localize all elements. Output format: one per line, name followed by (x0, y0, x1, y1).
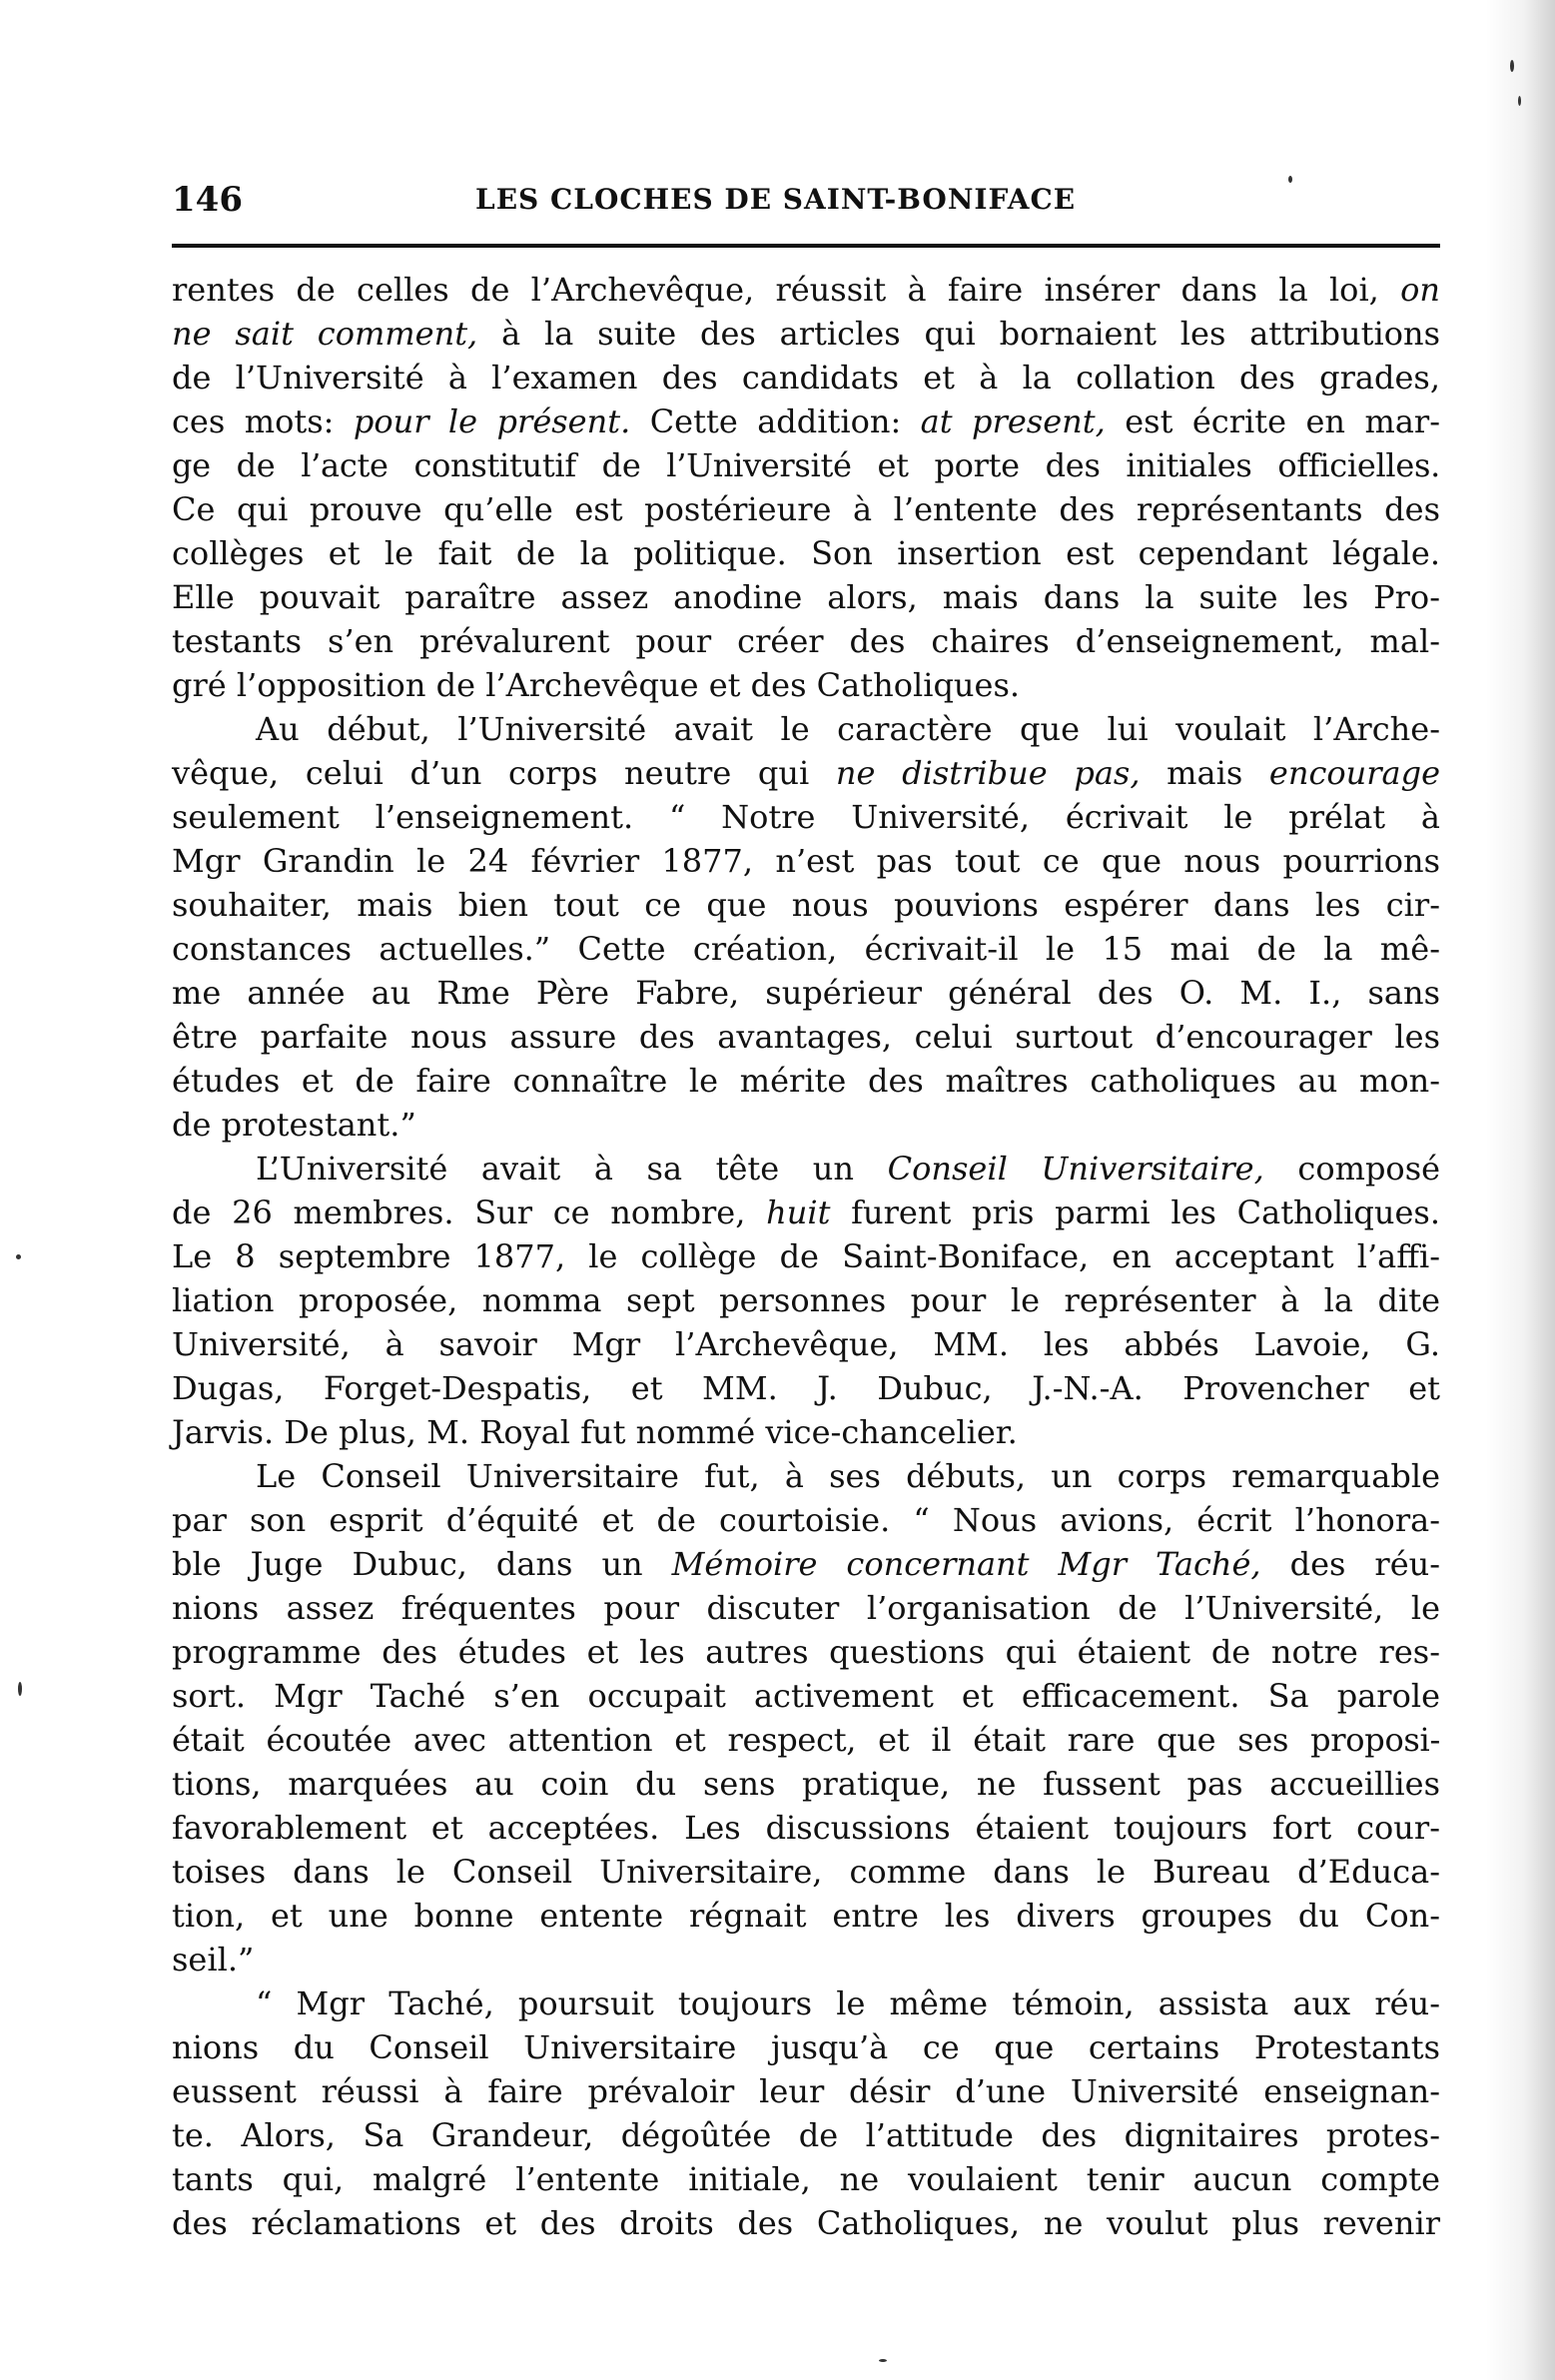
text-line: Elle pouvait paraître assez anodine alors, mais dans la suite les Pro- (172, 578, 1440, 616)
text-line: “ Mgr Taché, poursuit toujours le même témoin, assista aux réu- (256, 1984, 1440, 2022)
text-line: ble Juge Dubuc, dans un Mémoire concernant Mgr Taché, des réu- (172, 1545, 1441, 1583)
text-line: favorablement et acceptées. Les discussions étaient toujours fort cour- (172, 1809, 1440, 1847)
text-line: nions du Conseil Universitaire jusqu’à ce que certains Protestants (172, 2028, 1440, 2066)
text-line: collèges et le fait de la politique. Son insertion est cependant légale. (172, 534, 1440, 572)
scan-speck (879, 2359, 887, 2362)
text-line: Au début, l’Université avait le caractère que lui voulait l’Arche- (256, 710, 1440, 748)
text-line: sort. Mgr Taché s’en occupait activement et efficacement. Sa parole (172, 1677, 1440, 1715)
text-line: par son esprit d’équité et de courtoisie. “ Nous avions, écrit l’honora- (172, 1501, 1440, 1539)
text-line: liation proposée, nomma sept personnes pour le représenter à la dite (172, 1281, 1440, 1319)
text-line: me année au Rme Père Fabre, supérieur général des O. M. I., sans (172, 974, 1440, 1012)
text-line: rentes de celles de l’Archevêque, réussit à faire insérer dans la loi, on (172, 271, 1441, 309)
text-line: programme des études et les autres questions qui étaient de notre res- (172, 1633, 1440, 1671)
text-line: tion, et une bonne entente régnait entre les divers groupes du Con- (172, 1897, 1440, 1935)
text-line: Jarvis. De plus, M. Royal fut nommé vice-chancelier. (172, 1413, 1018, 1451)
text-line: constances actuelles.” Cette création, écrivait-il le 15 mai de la mê- (172, 930, 1440, 968)
scan-speck (16, 1254, 21, 1259)
text-line: eussent réussi à faire prévaloir leur désir d’une Université enseignan- (172, 2072, 1440, 2110)
page-number: 146 (172, 180, 243, 220)
text-line: toises dans le Conseil Universitaire, comme dans le Bureau d’Educa- (172, 1853, 1440, 1891)
text-line: te. Alors, Sa Grandeur, dégoûtée de l’attitude des dignitaires protes- (172, 2116, 1440, 2154)
text-line: de 26 membres. Sur ce nombre, huit furent pris parmi les Catholiques. (172, 1193, 1441, 1231)
text-line: Le 8 septembre 1877, le collège de Saint-Boniface, en acceptant l’affi- (172, 1237, 1440, 1275)
text-line: de l’Université à l’examen des candidats et à la collation des grades, (172, 359, 1440, 397)
scan-speck (1518, 96, 1521, 106)
text-line: des réclamations et des droits des Catholiques, ne voulut plus revenir (172, 2204, 1440, 2242)
text-line: gré l’opposition de l’Archevêque et des Catholiques. (172, 666, 1021, 704)
text-line: tants qui, malgré l’entente initiale, ne voulaient tenir aucun compte (172, 2160, 1440, 2198)
text-line: ne sait comment, à la suite des articles qui bornaient les attributions (172, 315, 1441, 353)
text-line: Le Conseil Universitaire fut, à ses débuts, un corps remarquable (256, 1457, 1440, 1495)
text-line: tions, marquées au coin du sens pratique, ne fussent pas accueillies (172, 1765, 1440, 1803)
text-line: nions assez fréquentes pour discuter l’organisation de l’Université, le (172, 1589, 1440, 1627)
page-header (172, 172, 1440, 228)
text-line: Mgr Grandin le 24 février 1877, n’est pas tout ce que nous pourrions (172, 842, 1440, 880)
header-rule (172, 244, 1440, 248)
text-line: seil.” (172, 1941, 255, 1979)
text-line: études et de faire connaître le mérite des maîtres catholiques au mon- (172, 1062, 1440, 1100)
text-line: seulement l’enseignement. “ Notre Université, écrivait le prélat à (172, 798, 1440, 836)
text-line: L’Université avait à sa tête un Conseil Universitaire, composé (256, 1150, 1441, 1188)
scan-speck (18, 1682, 22, 1696)
scan-shadow-edge (1485, 0, 1555, 2380)
text-line: testants s’en prévalurent pour créer des chaires d’enseignement, mal- (172, 622, 1440, 660)
text-line: Ce qui prouve qu’elle est postérieure à l’entente des représentants des (172, 490, 1440, 528)
running-title: LES CLOCHES DE SAINT-BONIFACE (475, 183, 1077, 216)
text-line: vêque, celui d’un corps neutre qui ne distribue pas, mais encourage (172, 754, 1441, 792)
text-line: souhaiter, mais bien tout ce que nous pouvions espérer dans les cir- (172, 886, 1440, 924)
text-line: de protestant.” (172, 1106, 416, 1144)
body-text (172, 268, 1440, 2245)
text-line: être parfaite nous assure des avantages, celui surtout d’encourager les (172, 1018, 1440, 1056)
text-line: Dugas, Forget-Despatis, et MM. J. Dubuc, J.-N.-A. Provencher et (172, 1369, 1440, 1407)
text-line: ces mots: pour le présent. Cette addition: at present, est écrite en mar- (172, 402, 1440, 440)
scan-speck (1510, 60, 1514, 72)
text-line: Université, à savoir Mgr l’Archevêque, MM. les abbés Lavoie, G. (172, 1325, 1440, 1363)
text-line: était écoutée avec attention et respect, et il était rare que ses proposi- (172, 1721, 1440, 1759)
text-line: ge de l’acte constitutif de l’Université et porte des initiales officielles. (172, 446, 1440, 484)
